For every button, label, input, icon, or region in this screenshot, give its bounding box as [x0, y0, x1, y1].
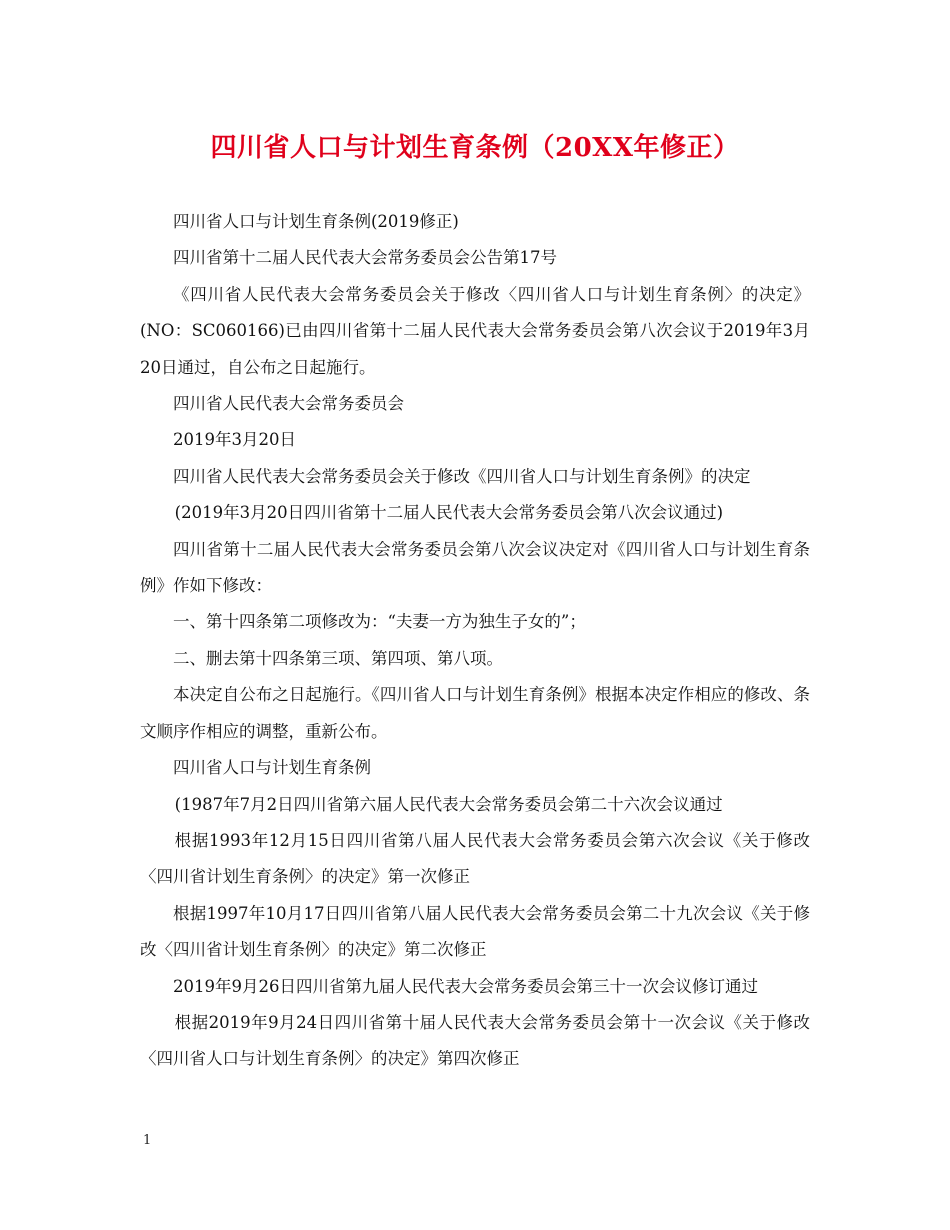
paragraph-regulation-heading: 四川省人口与计划生育条例 [173, 758, 371, 778]
paragraph-announcement-number: 四川省第十二届人民代表大会常务委员会公告第17号 [173, 248, 557, 268]
paragraph-announcement-body: 《四川省人民代表大会常务委员会关于修改〈四川省人口与计划生育条例〉的决定》(NO：SC060166)已由四川省第十二届人民代表大会常务委员会第八次会议于2019年3月20日通过，自公布之日起施行。 [140, 284, 810, 377]
paragraph-decision-passed: (2019年3月20日四川省第十二届人民代表大会常务委员会第八次会议通过) [174, 503, 723, 523]
paragraph-decision-intro: 四川省第十二届人民代表大会常务委员会第八次会议决定对《四川省人口与计划生育条例》作如下修改： [140, 539, 810, 596]
paragraph-amendment-2: 二、删去第十四条第三项、第四项、第八项。 [173, 648, 503, 668]
paragraph-decision-title: 四川省人民代表大会常务委员会关于修改《四川省人口与计划生育条例》的决定 [173, 466, 751, 486]
paragraph-amendment-1: 一、第十四条第二项修改为：“夫妻一方为独生子女的”； [173, 612, 586, 632]
document-title: 四川省人口与计划生育条例（20XX年修正） [210, 133, 740, 163]
page-number: 1 [143, 1133, 152, 1148]
footer-divider [140, 1160, 810, 1161]
paragraph-history-1987: (1987年7月2日四川省第六届人民代表大会常务委员会第二十六次会议通过 [174, 794, 723, 814]
paragraph-issuer: 四川省人民代表大会常务委员会 [173, 394, 404, 414]
paragraph-history-2019-amendment: 根据2019年9月24日四川省第十届人民代表大会常务委员会第十一次会议《关于修改〈四川省人口与计划生育条例〉的决定》第四次修正 [140, 1012, 810, 1069]
paragraph-history-1997: 根据1997年10月17日四川省第八届人民代表大会常务委员会第二十九次会议《关于修改〈四川省计划生育条例〉的决定》第二次修正 [140, 903, 810, 960]
paragraph-issue-date: 2019年3月20日 [173, 430, 296, 450]
paragraph-effective: 本决定自公布之日起施行。《四川省人口与计划生育条例》根据本决定作相应的修改、条文顺序作相应的调整，重新公布。 [140, 685, 810, 741]
paragraph-history-1993: 根据1993年12月15日四川省第八届人民代表大会常务委员会第六次会议《关于修改〈四川省计划生育条例〉的决定》第一次修正 [140, 830, 810, 887]
paragraph-history-2019-revision: 2019年9月26日四川省第九届人民代表大会常务委员会第三十一次会议修订通过 [173, 976, 758, 996]
paragraph-regulation-name: 四川省人口与计划生育条例(2019修正) [173, 212, 459, 231]
document-body [140, 204, 810, 1078]
